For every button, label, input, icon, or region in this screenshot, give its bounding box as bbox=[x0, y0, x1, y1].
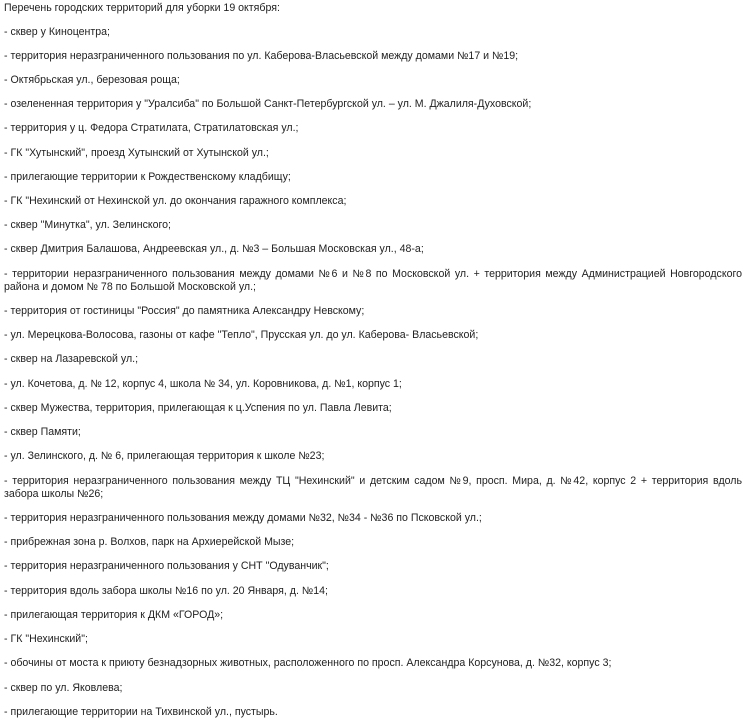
list-item: - прилегающие территории на Тихвинской ул., пустырь. bbox=[4, 706, 278, 718]
list-item: - сквер Памяти; bbox=[4, 426, 81, 438]
list-item: - обочины от моста к приюту безнадзорных животных, расположенного по просп. Александра Корсунова, д. №32, корпус 3; bbox=[4, 657, 612, 669]
list-item: - территория вдоль забора школы №16 по ул. 20 Января, д. №14; bbox=[4, 585, 328, 597]
list-item: - территория у ц. Федора Стратилата, Стратилатовская ул.; bbox=[4, 122, 299, 134]
list-item: - ГК "Нехинский от Нехинской ул. до окончания гаражного комплекса; bbox=[4, 195, 347, 207]
list-item: - ГК "Нехинский"; bbox=[4, 633, 88, 645]
list-item: - прилегающие территории к Рождественскому кладбищу; bbox=[4, 171, 291, 183]
list-item: - ул. Зелинского, д. № 6, прилегающая территория к школе №23; bbox=[4, 450, 325, 462]
list-item: - территория неразграниченного пользования по ул. Каберова-Власьевской между домами №17 и №19; bbox=[4, 50, 519, 62]
list-item: - Октябрьская ул., березовая роща; bbox=[4, 74, 180, 86]
list-item: - ГК "Хутынский", проезд Хутынский от Хутынской ул.; bbox=[4, 147, 269, 159]
document-title: Перечень городских территорий для уборки 19 октября: bbox=[4, 2, 280, 14]
list-item: - прилегающая территория к ДКМ «ГОРОД»; bbox=[4, 609, 224, 621]
list-item: - территория неразграниченного пользования между домами №32, №34 - №36 по Псковской ул.; bbox=[4, 512, 482, 524]
list-item: - прибрежная зона р. Волхов, парк на Архиерейской Мызе; bbox=[4, 536, 295, 548]
list-item: - территории неразграниченного пользования между домами №6 и №8 по Московской ул. + территория между Администрацией Новгородского района и домом № 78 по Большой Московской ул.; bbox=[4, 268, 742, 293]
list-item: - территория неразграниченного пользования у СНТ "Одуванчик"; bbox=[4, 560, 329, 572]
list-item: - территория от гостиницы "Россия" до памятника Александру Невскому; bbox=[4, 305, 365, 317]
list-item: - сквер у Киноцентра; bbox=[4, 26, 110, 38]
list-item: - озелененная территория у "Уралсиба" по Большой Санкт-Петербургской ул. – ул. М. Джалиля-Духовской; bbox=[4, 98, 532, 110]
list-item: - сквер Дмитрия Балашова, Андреевская ул., д. №3 – Большая Московская ул., 48-а; bbox=[4, 243, 424, 255]
list-item: - сквер на Лазаревской ул.; bbox=[4, 353, 139, 365]
list-item: - сквер Мужества, территория, прилегающая к ц.Успения по ул. Павла Левита; bbox=[4, 402, 392, 414]
list-item: - сквер по ул. Яковлева; bbox=[4, 682, 123, 694]
list-item: - ул. Кочетова, д. № 12, корпус 4, школа № 34, ул. Коровникова, д. №1, корпус 1; bbox=[4, 378, 402, 390]
list-item: - ул. Мерецкова-Волосова, газоны от кафе "Тепло", Прусская ул. до ул. Каберова- Власьевской; bbox=[4, 329, 479, 341]
list-item: - территория неразграниченного пользования между ТЦ "Нехинский" и детским садом №9, просп. Мира, д. №42, корпус 2 + территория вдоль забора школы №26; bbox=[4, 475, 742, 500]
list-item: - сквер "Минутка", ул. Зелинского; bbox=[4, 219, 171, 231]
